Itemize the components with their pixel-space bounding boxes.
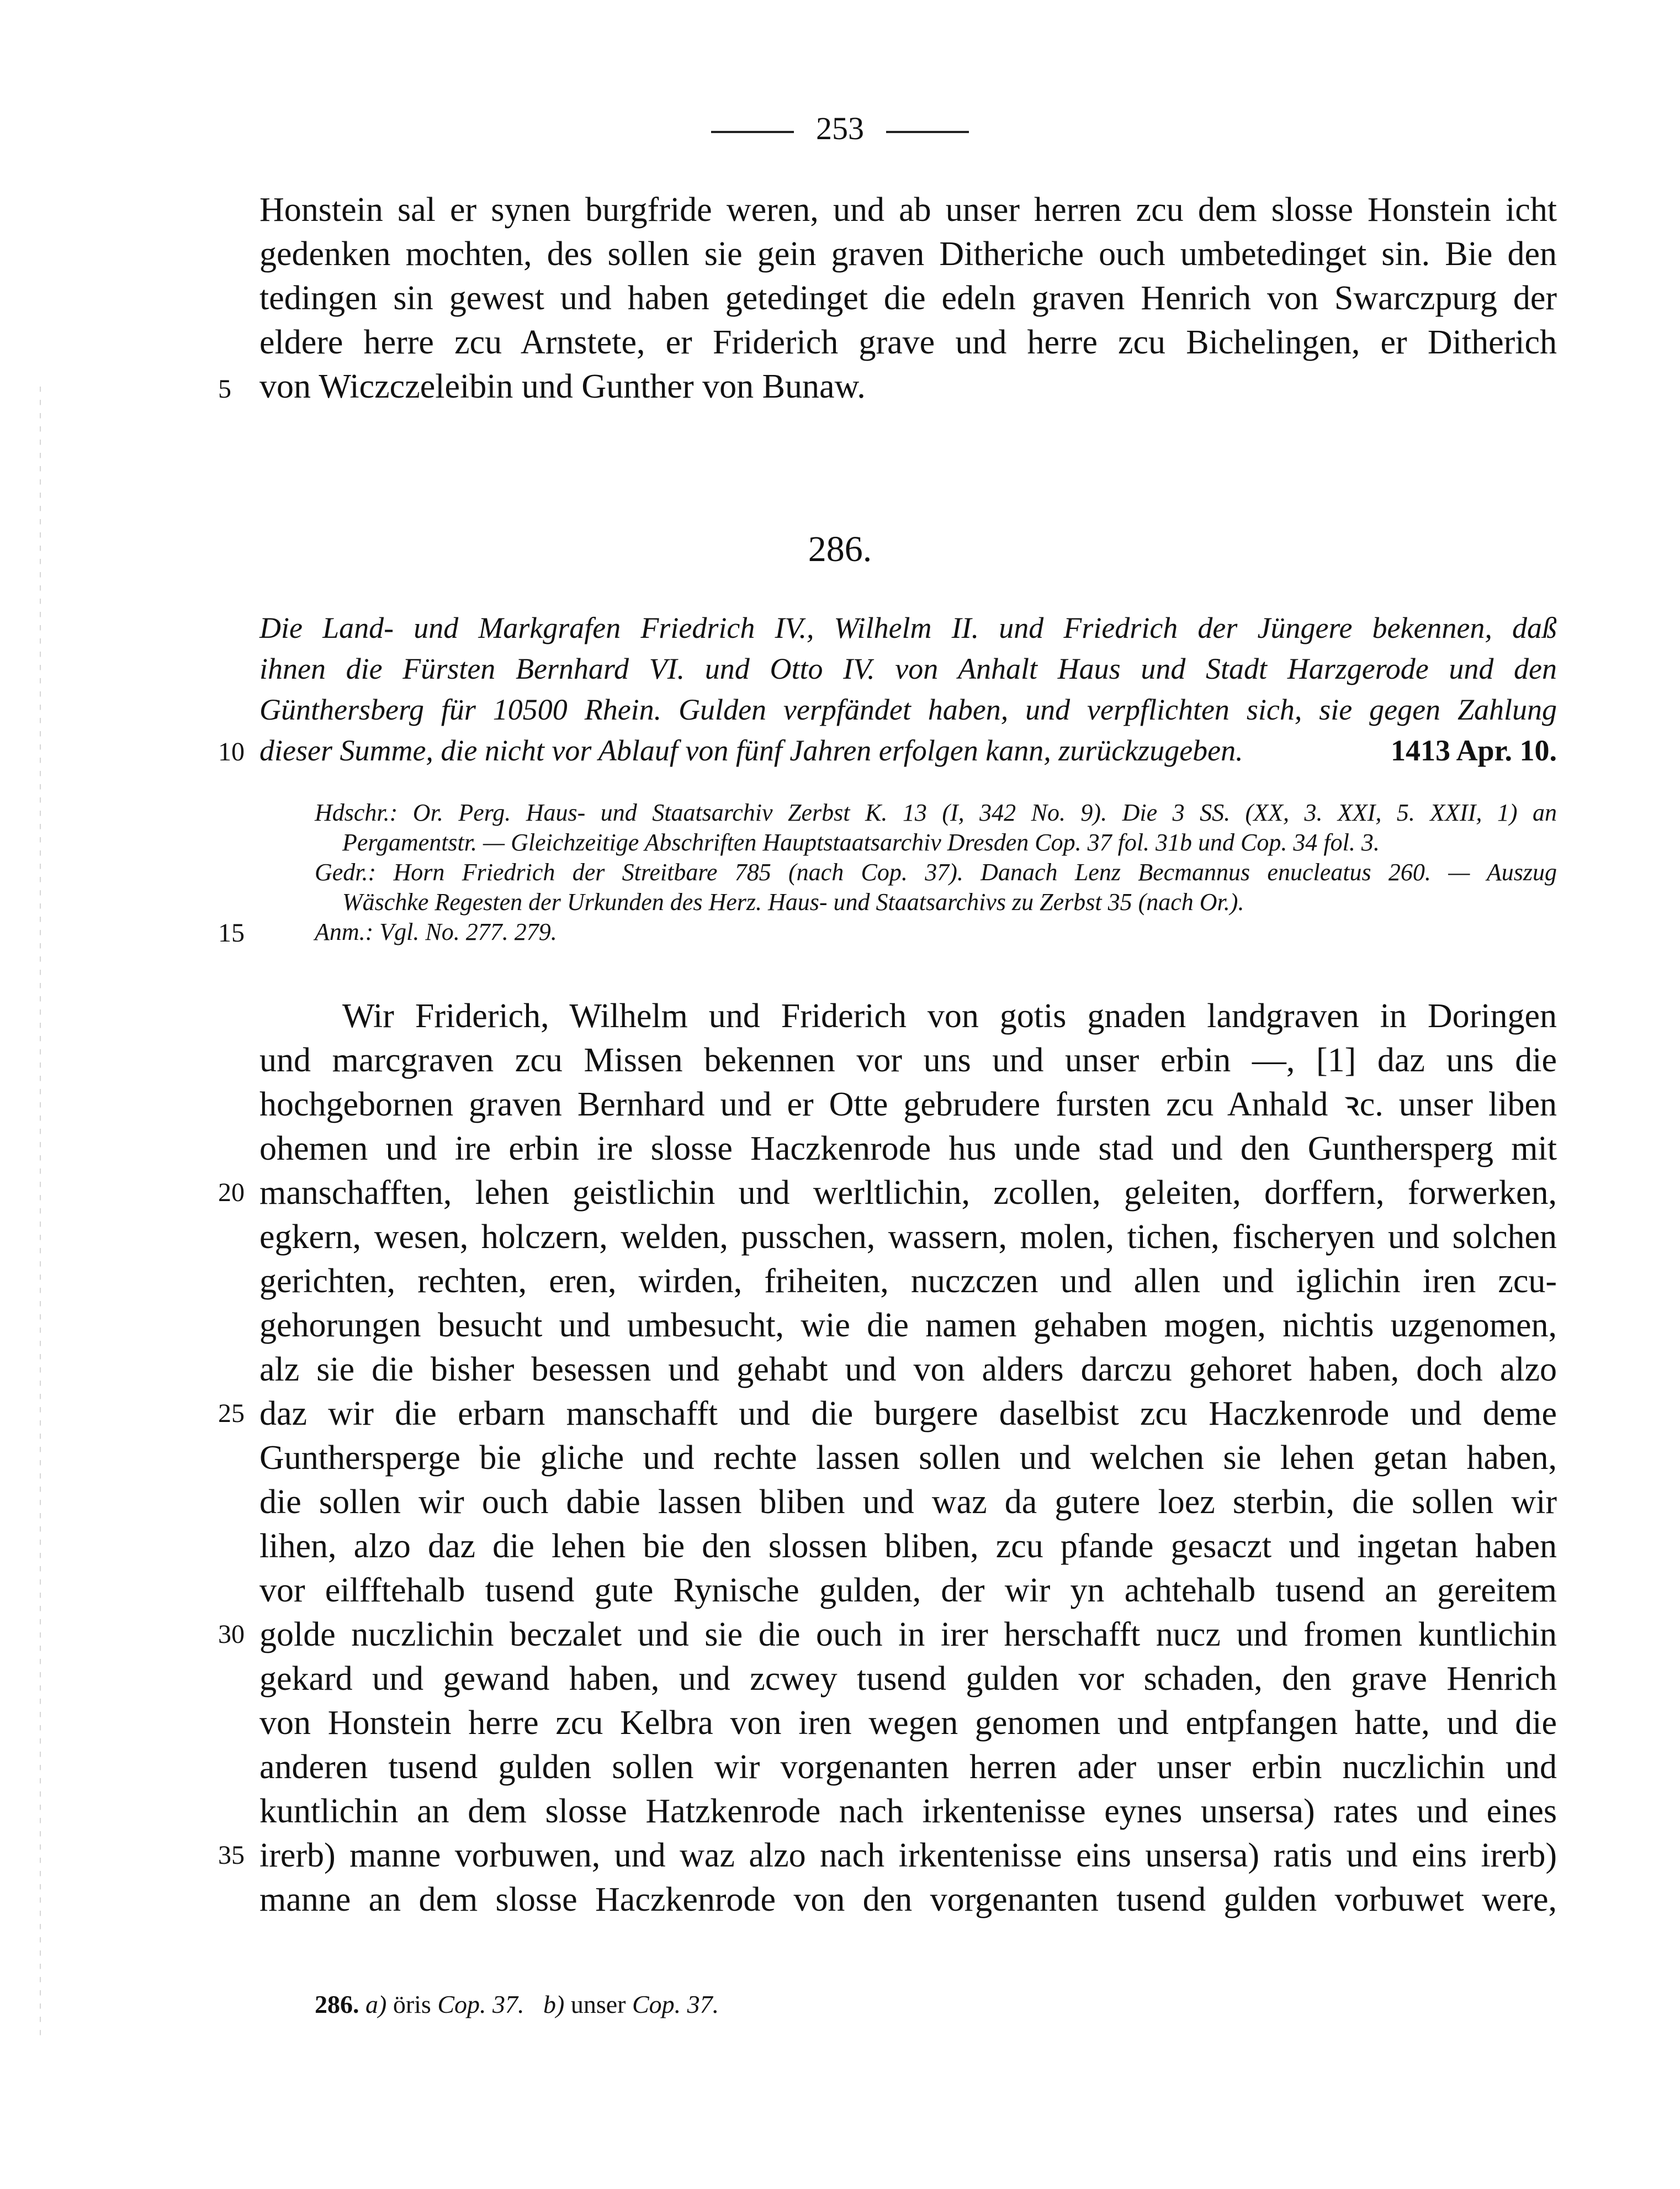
main-text-line: ohemen und ire erbin ire slosse Haczkenrode hus unde stad und den Gunthersperg mit xyxy=(259,1130,1557,1167)
line-number: 10 xyxy=(218,737,245,766)
main-text-line: lihen, alzo daz die lehen bie den slossen bliben, zcu pfande gesaczt und ingetan haben xyxy=(259,1527,1557,1565)
footnote-a-source: Cop. 37. xyxy=(437,1990,524,2018)
main-text-line: gekard und gewand haben, und zcwey tusend gulden vor schaden, den grave Henrich xyxy=(259,1660,1557,1698)
main-text-line: von Honstein herre zcu Kelbra von iren wegen genomen und entpfangen hatte, und die xyxy=(259,1704,1557,1742)
footnote-b-label: b) xyxy=(543,1990,565,2018)
main-text-line: die sollen wir ouch dabie lassen bliben und waz da gutere loez sterbin, die sollen wir xyxy=(259,1483,1557,1521)
source-line: Pergamentstr. — Gleichzeitige Abschriften Hauptstaatsarchiv Dresden Cop. 37 fol. 31b und Cop. 34 fol. 3. xyxy=(342,829,1380,856)
main-text-line: irerb) manne vorbuwen, und waz alzo nach irkentenisse eins unsersa) ratis und eins irerb) xyxy=(259,1837,1557,1874)
footnote-a-text: öris xyxy=(393,1990,431,2018)
main-text-line: anderen tusend gulden sollen wir vorgenanten herren ader unser erbin nuczlichin und xyxy=(259,1748,1557,1786)
scan-margin-artifact xyxy=(40,387,41,2043)
line-number: 20 xyxy=(218,1178,245,1207)
line-number: 35 xyxy=(218,1841,245,1870)
regest-date-text: 1413 Apr. 10. xyxy=(1390,734,1557,767)
main-text-line: hochgebornen graven Bernhard und er Otte gebrudere fursten zcu Anhald ꝛc. unser liben xyxy=(259,1086,1557,1123)
document-number: 286. xyxy=(808,529,872,569)
line-number: 5 xyxy=(218,374,231,404)
main-text-line: manne an dem slosse Haczkenrode von den vorgenanten tusend gulden vorbuwet were, xyxy=(259,1881,1557,1918)
source-line: Gedr.: Horn Friedrich der Streitbare 785 (nach Cop. 37). Danach Lenz Becmannus enucleatus 260. — Auszug xyxy=(315,859,1557,886)
main-text-line: manschafften, lehen geistlichin und werltlichin, zcollen, geleiten, dorffern, forwerken, xyxy=(259,1174,1557,1212)
regest-line: ihnen die Fürsten Bernhard VI. und Otto IV. von Anhalt Haus und Stadt Harzgerode und den xyxy=(259,652,1557,685)
source-line: Anm.: Vgl. No. 277. 279. xyxy=(315,918,557,945)
top-paragraph-line: von Wiczczeleibin und Gunther von Bunaw. xyxy=(259,368,866,405)
main-text-line: kuntlichin an dem slosse Hatzkenrode nach irkentenisse eynes unsersa) rates und eines xyxy=(259,1793,1557,1830)
line-number: 15 xyxy=(218,918,245,948)
footnote-a-label: a) xyxy=(365,1990,387,2018)
regest-date xyxy=(1386,730,1557,771)
top-paragraph-line: Honstein sal er synen burgfride weren, und ab unser herren zcu dem slosse Honstein icht xyxy=(259,191,1557,229)
top-paragraph-line: gedenken mochten, des sollen sie gein graven Ditheriche ouch umbetedinget sin. Bie den xyxy=(259,235,1557,273)
main-text-line: daz wir die erbarn manschafft und die burgere daselbist zcu Haczkenrode und deme xyxy=(259,1395,1557,1432)
top-paragraph-line: tedingen sin gewest und haben getedinget die edeln graven Henrich von Swarczpurg der xyxy=(259,279,1557,317)
page-header xyxy=(0,109,1680,148)
footnote-b-source: Cop. 37. xyxy=(632,1990,719,2018)
main-text-line: Gunthersperge bie gliche und rechte lassen sollen und welchen sie lehen getan haben, xyxy=(259,1439,1557,1477)
header-dash-right xyxy=(886,131,969,133)
regest-line: Die Land- und Markgrafen Friedrich IV., Wilhelm II. und Friedrich der Jüngere bekennen, daß xyxy=(259,611,1557,644)
main-text-line: alz sie die bisher besessen und gehabt und von alders darczu gehoret haben, doch alzo xyxy=(259,1351,1557,1388)
main-text-line: golde nuczlichin beczalet und sie die ouch in irer herschafft nucz und fromen kuntlichin xyxy=(259,1616,1557,1653)
line-number: 25 xyxy=(218,1399,245,1428)
main-text-line: Wir Friderich, Wilhelm und Friderich von gotis gnaden landgraven in Doringen xyxy=(342,997,1557,1035)
main-text-line: egkern, wesen, holczern, welden, pusschen, wassern, molen, tichen, fischeryen und solchen xyxy=(259,1218,1557,1256)
main-text-line: gehorungen besucht und umbesucht, wie die namen gehaben mogen, nichtis uzgenomen, xyxy=(259,1307,1557,1344)
line-number: 30 xyxy=(218,1620,245,1649)
footnote-number: 286. xyxy=(315,1990,359,2018)
top-paragraph-line: eldere herre zcu Arnstete, er Friderich grave und herre zcu Bichelingen, er Ditherich xyxy=(259,324,1557,361)
source-line: Hdschr.: Or. Perg. Haus- und Staatsarchiv Zerbst K. 13 (I, 342 No. 9). Die 3 SS. (XX, 3. XXI, 5. XXII, 1) an xyxy=(315,799,1557,826)
regest-line: Günthersberg für 10500 Rhein. Gulden verpfändet haben, und verpflichten sich, sie gegen Zahlung xyxy=(259,693,1557,726)
footnote-b-text: unser xyxy=(570,1990,626,2018)
header-dash-left xyxy=(711,131,794,133)
main-text-line: gerichten, rechten, eren, wirden, friheiten, nuczczen und allen und iglichin iren zcu- xyxy=(259,1262,1557,1300)
main-text-line: und marcgraven zcu Missen bekennen vor uns und unser erbin —, [1] daz uns die xyxy=(259,1041,1557,1079)
footnote xyxy=(315,1988,719,2021)
page-number: 253 xyxy=(816,110,864,146)
regest-line: dieser Summe, die nicht vor Ablauf von fünf Jahren erfolgen kann, zurückzugeben. xyxy=(259,734,1243,767)
main-text-line: vor eilfftehalb tusend gute Rynische gulden, der wir yn achtehalb tusend an gereitem xyxy=(259,1572,1557,1609)
source-line: Wäschke Regesten der Urkunden des Herz. Haus- und Staatsarchivs zu Zerbst 35 (nach Or.). xyxy=(342,889,1244,916)
